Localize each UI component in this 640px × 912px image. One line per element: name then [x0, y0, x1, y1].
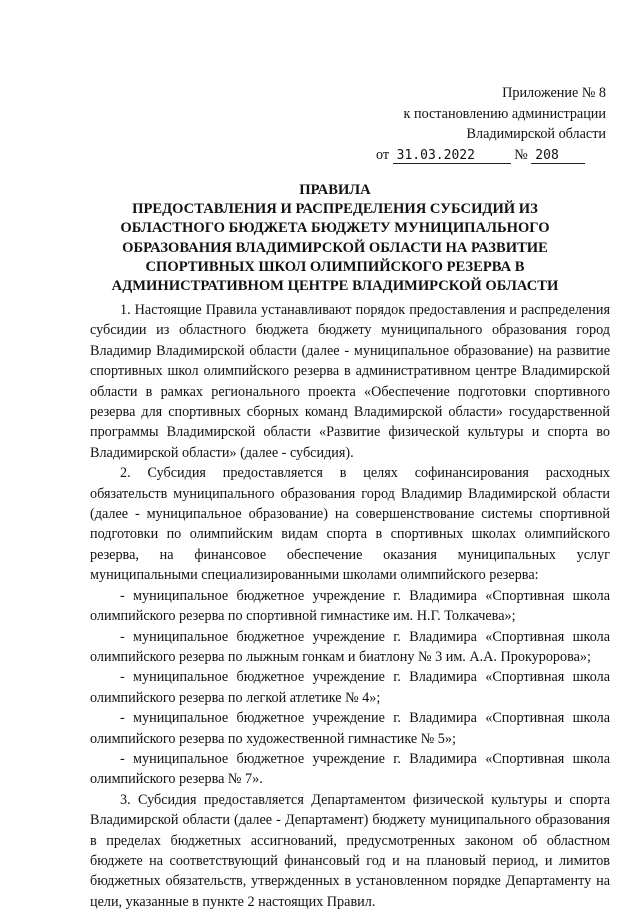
appendix-date-line — [376, 145, 606, 166]
document-heading — [60, 181, 610, 296]
paragraph-2: 2. Субсидия предоставляется в целях софинансирования расходных обязательств муниципального образования город Владимир Владимирской области (далее - муниципальное образование) на совершенствование системы спортивной подготовки по олимпийским видам спорта в спортивных школах олимпийского резерва, на финансовое обеспечение оказания муниципальных услуг муниципальными специализированными школами олимпийского резерва: — [90, 465, 610, 584]
heading-line: ПРЕДОСТАВЛЕНИЯ И РАСПРЕДЕЛЕНИЯ СУБСИДИЙ ИЗ — [132, 201, 538, 218]
list-item: - муниципальное бюджетное учреждение г. Владимира «Спортивная школа олимпийского резерва по лыжным гонкам и биатлону № 3 им. А.А. Прокуророва»; — [90, 628, 610, 665]
appendix-authority: Владимирской области — [466, 126, 606, 142]
heading-line: СПОРТИВНЫХ ШКОЛ ОЛИМПИЙСКОГО РЕЗЕРВА В — [145, 258, 525, 275]
number-prefix: № — [514, 146, 528, 163]
list-item: - муниципальное бюджетное учреждение г. Владимира «Спортивная школа олимпийского резерва по художественной гимнастике № 5»; — [90, 710, 610, 747]
paragraph-3: 3. Субсидия предоставляется Департаментом физической культуры и спорта Владимирской области (далее - Департамент) бюджету муниципального образования в пределах бюджетных ассигнований, предусмотренных законом об областном бюджете на соответствующий финансовый год и на плановый период, и лимитов бюджетных обязательств, утвержденных в установленном порядке Департаменту на цели, указанные в пункте 2 настоящих Правил. — [90, 791, 610, 910]
list-item: - муниципальное бюджетное учреждение г. Владимира «Спортивная школа олимпийского резерва № 7». — [90, 750, 610, 788]
decree-date: 31.03.2022 — [393, 148, 511, 164]
heading-line: АДМИНИСТРАТИВНОМ ЦЕНТРЕ ВЛАДИМИРСКОЙ ОБЛАСТИ — [111, 278, 559, 295]
heading-line: ОБРАЗОВАНИЯ ВЛАДИМИРСКОЙ ОБЛАСТИ НА РАЗВИТИЕ — [122, 239, 548, 256]
decree-number: 208 — [531, 148, 585, 164]
appendix-reference: к постановлению администрации — [403, 105, 606, 122]
document-body — [90, 300, 610, 912]
list-item: - муниципальное бюджетное учреждение г. Владимира «Спортивная школа олимпийского резерва по легкой атлетике № 4»; — [90, 669, 610, 706]
paragraph-1: 1. Настоящие Правила устанавливают порядок предоставления и распределения субсидии из областного бюджета бюджету муниципального образования город Владимир Владимирской области (далее - муниципальное образование) на развитие спортивных школ олимпийского резерва в административном центре Владимирской области в рамках регионального проекта «Обеспечение подготовки спортивного резерва для спортивных сборных команд Владимирской области» государственной программы Владимирской области «Развитие физической культуры и спорта во Владимирской области» (далее - субсидия). — [90, 302, 610, 461]
appendix-number: Приложение № 8 — [502, 85, 606, 101]
date-prefix: от — [376, 146, 390, 163]
list-item: - муниципальное бюджетное учреждение г. Владимира «Спортивная школа олимпийского резерва по спортивной гимнастике им. Н.Г. Толкачева»; — [90, 587, 610, 625]
document-title: ПРАВИЛА — [299, 182, 371, 198]
heading-line: ОБЛАСТНОГО БЮДЖЕТА БЮДЖЕТУ МУНИЦИПАЛЬНОГО — [120, 220, 550, 237]
appendix-block — [376, 83, 606, 165]
